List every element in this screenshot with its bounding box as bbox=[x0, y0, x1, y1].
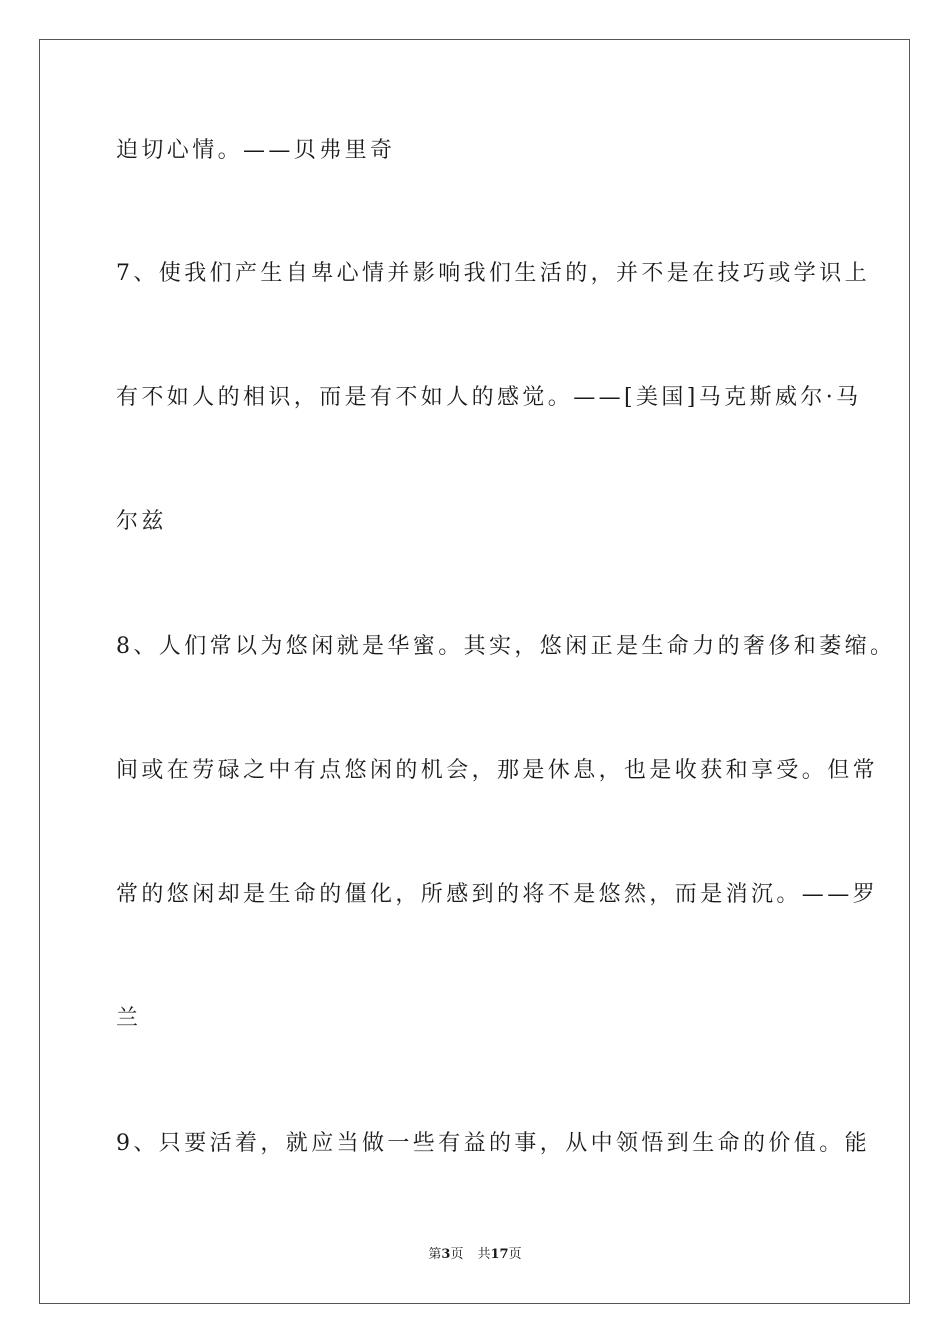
text-line: 迫切心情。——贝弗里奇 bbox=[116, 138, 396, 163]
page-footer bbox=[0, 1246, 950, 1264]
text-line: 8、人们常以为悠闲就是华蜜。其实，悠闲正是生命力的奢侈和萎缩。 bbox=[116, 634, 896, 659]
page-border bbox=[39, 39, 910, 1304]
text-line: 间或在劳碌之中有点悠闲的机会，那是休息，也是收获和享受。但常 bbox=[116, 758, 879, 783]
total-suffix: 页 bbox=[508, 1247, 522, 1262]
text-line: 有不如人的相识，而是有不如人的感觉。——[美国]马克斯威尔·马 bbox=[116, 385, 862, 410]
text-line: 常的悠闲却是生命的僵化，所感到的将不是悠然，而是消沉。——罗 bbox=[116, 882, 879, 907]
text-line: 兰 bbox=[116, 1006, 142, 1031]
page-number: 3 bbox=[441, 1247, 451, 1262]
total-prefix: 共 bbox=[477, 1247, 491, 1262]
text-line: 7、使我们产生自卑心情并影响我们生活的，并不是在技巧或学识上 bbox=[116, 261, 870, 286]
total-pages: 17 bbox=[490, 1247, 509, 1262]
text-line: 9、只要活着，就应当做一些有益的事，从中领悟到生命的价值。能 bbox=[116, 1131, 870, 1156]
page-suffix: 页 bbox=[450, 1247, 464, 1262]
text-line: 尔兹 bbox=[116, 509, 167, 534]
page-prefix: 第 bbox=[428, 1247, 442, 1262]
